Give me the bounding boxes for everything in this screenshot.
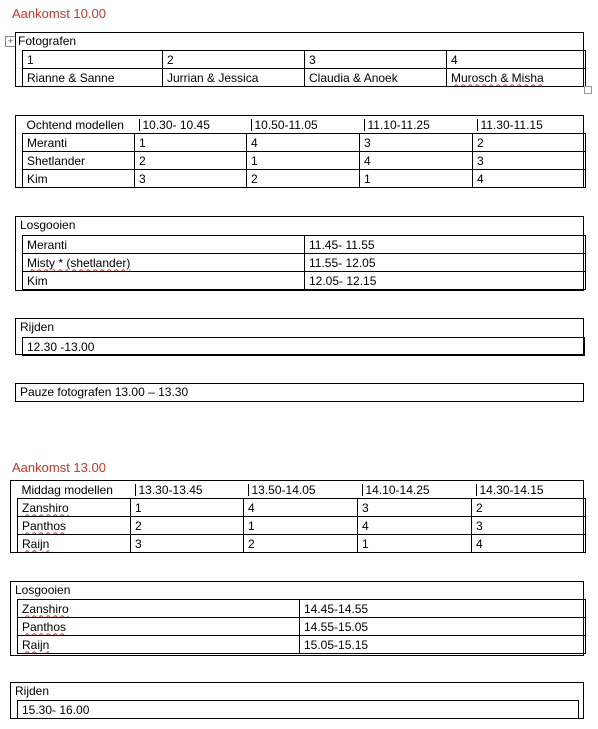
heading-aankomst-morning: Aankomst 10.00 [12, 6, 106, 21]
rijden-title: Rijden [20, 320, 55, 334]
morning-rijden-table [22, 337, 585, 356]
slot-cell: 2 [135, 152, 247, 170]
table-row [18, 636, 586, 654]
model-name: Panthos [18, 517, 131, 535]
model-name: Meranti [23, 134, 135, 152]
slot-cell: 2 [131, 517, 244, 535]
header-cell: 13.50-14.05 [244, 481, 358, 499]
pauze-text: Pauze fotografen 13.00 – 13.30 [20, 385, 189, 399]
slot-cell: 3 [472, 517, 586, 535]
table-resize-handle[interactable] [584, 86, 592, 94]
slot-cell: 3 [473, 152, 586, 170]
model-name: Meranti [23, 236, 305, 254]
table-row [18, 600, 586, 618]
morning-models-box [15, 115, 584, 188]
table-row [23, 236, 586, 254]
slot-cell: 4 [244, 499, 358, 517]
header-cell: 10.30- 10.45 [135, 116, 247, 134]
time-cell: 15.30- 16.00 [18, 701, 579, 719]
header-cell: 11.10-11.25 [360, 116, 473, 134]
morning-models-table [22, 116, 586, 188]
slot-cell: 3 [135, 170, 247, 188]
table-row [23, 272, 586, 290]
header-cell: Middag modellen [21, 482, 113, 497]
morning-losgooien-box [15, 216, 584, 291]
model-name: Kim [23, 170, 135, 188]
slot-cell: 4 [473, 170, 586, 188]
table-header-row [23, 116, 586, 134]
table-row [18, 517, 586, 535]
table-row [23, 51, 586, 69]
losgooien-title: Losgooien [15, 583, 71, 597]
slot-cell: 2 [472, 499, 586, 517]
fotografen-name: Rianne & Sanne [23, 69, 163, 87]
table-row [23, 254, 586, 272]
slot-cell: 3 [358, 499, 472, 517]
table-row [18, 499, 586, 517]
table-row [18, 618, 586, 636]
fotografen-name: Jurrian & Jessica [163, 69, 305, 87]
slot-cell: 1 [360, 170, 473, 188]
afternoon-losgooien-box [10, 581, 584, 656]
model-name: Zanshiro [18, 600, 300, 618]
header-cell: Ochtend modellen [26, 117, 124, 132]
table-move-handle-icon[interactable]: + [5, 36, 16, 47]
slot-cell: 4 [358, 517, 472, 535]
fotografen-number: 1 [23, 51, 163, 69]
slot-cell: 1 [247, 152, 360, 170]
fotografen-number: 4 [447, 51, 586, 69]
model-name: Raijn [18, 535, 131, 553]
model-name: Zanshiro [18, 499, 131, 517]
fotografen-table [22, 50, 586, 87]
slot-cell: 4 [472, 535, 586, 553]
header-cell: 14.10-14.25 [358, 481, 472, 499]
heading-aankomst-afternoon: Aankomst 13.00 [12, 460, 106, 475]
slot-cell: 4 [247, 134, 360, 152]
slot-cell: 1 [131, 499, 244, 517]
table-row [23, 152, 586, 170]
morning-losgooien-table [22, 235, 586, 290]
morning-rijden-box [15, 318, 584, 355]
table-row [23, 170, 586, 188]
pauze-box [15, 383, 584, 402]
table-row [18, 701, 579, 719]
slot-cell: 3 [131, 535, 244, 553]
slot-cell: 4 [360, 152, 473, 170]
fotografen-name [447, 69, 586, 87]
afternoon-losgooien-table [17, 599, 586, 654]
time-cell: 12.30 -13.00 [23, 338, 585, 356]
header-cell: 13.30-13.45 [131, 481, 244, 499]
fotografen-title: Fotografen [18, 34, 77, 48]
header-cell: 14.30-14.15 [472, 481, 586, 499]
header-cell: 11.30-11.15 [473, 116, 586, 134]
fotografen-number: 3 [305, 51, 447, 69]
afternoon-rijden-table [17, 700, 579, 719]
slot-cell: 2 [473, 134, 586, 152]
model-name: Kim [23, 272, 305, 290]
slot-cell: 1 [244, 517, 358, 535]
losgooien-title: Losgooien [20, 218, 76, 232]
fotografen-number: 2 [163, 51, 305, 69]
fotografen-name-text: Murosch & Misha [451, 70, 544, 85]
table-row [23, 134, 586, 152]
time-cell: 14.45-14.55 [300, 600, 586, 618]
slot-cell: 3 [360, 134, 473, 152]
fotografen-name [305, 69, 447, 87]
slot-cell: 2 [244, 535, 358, 553]
afternoon-rijden-box [10, 682, 584, 719]
table-row [23, 69, 586, 87]
model-name: Raijn [18, 636, 300, 654]
table-row [23, 338, 585, 356]
header-cell: 10.50-11.05 [247, 116, 360, 134]
time-cell: 12.05- 12.15 [305, 272, 586, 290]
fotografen-name-text: Claudia & Anoek [309, 70, 398, 85]
model-name: Shetlander [23, 152, 135, 170]
time-cell: 14.55-15.05 [300, 618, 586, 636]
slot-cell: 2 [247, 170, 360, 188]
afternoon-models-box [10, 480, 584, 553]
slot-cell: 1 [358, 535, 472, 553]
time-cell: 15.05-15.15 [300, 636, 586, 654]
model-name: Misty * (shetlander) [23, 254, 305, 272]
rijden-title: Rijden [15, 684, 50, 698]
time-cell: 11.55- 12.05 [305, 254, 586, 272]
afternoon-models-table [17, 481, 586, 553]
table-row [18, 535, 586, 553]
table-header-row [18, 481, 586, 499]
slot-cell: 1 [135, 134, 247, 152]
model-name: Panthos [18, 618, 300, 636]
fotografen-box [15, 32, 584, 87]
time-cell: 11.45- 11.55 [305, 236, 586, 254]
